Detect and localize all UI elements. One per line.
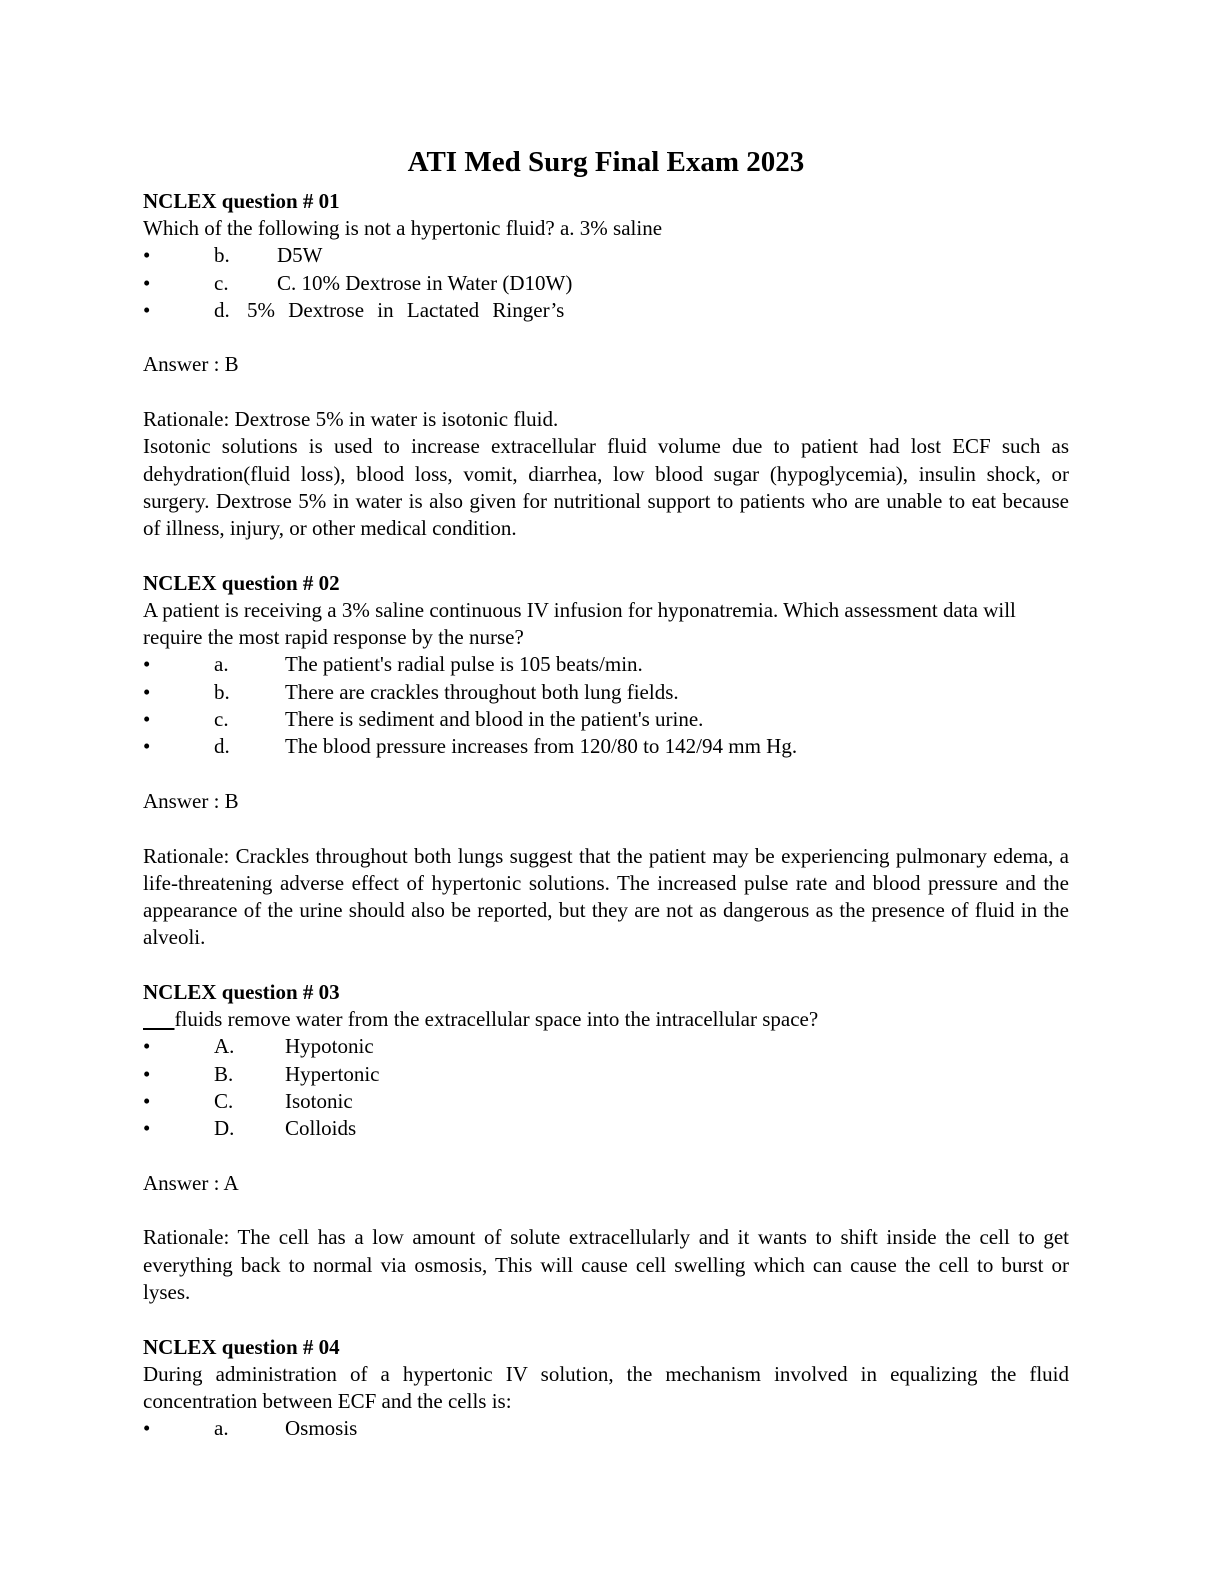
question-04 xyxy=(143,1334,1069,1443)
bullet-icon: • xyxy=(143,652,151,677)
bullet-icon: • xyxy=(143,679,151,704)
option-letter: C. xyxy=(214,1088,234,1113)
question-stem: A patient is receiving a 3% saline continuous IV infusion for hyponatremia. Which assessment data will require the most rapid response by the nurse? xyxy=(143,597,1016,650)
option-text: D5W xyxy=(277,243,323,268)
question-heading: NCLEX question # 01 xyxy=(143,189,340,213)
bullet-icon: • xyxy=(143,243,151,268)
document-title: ATI Med Surg Final Exam 2023 xyxy=(407,146,805,178)
question-01 xyxy=(143,188,1069,570)
question-02 xyxy=(143,570,1069,979)
bullet-icon: • xyxy=(143,707,151,732)
answer-text: Answer : B xyxy=(143,788,239,813)
option-letter: a. xyxy=(214,1416,229,1441)
option-letter: c. xyxy=(214,270,229,295)
option-letter: B. xyxy=(214,1061,234,1086)
option-letter: a. xyxy=(214,652,229,677)
option-item xyxy=(143,1415,1069,1442)
option-letter: b. xyxy=(214,679,230,704)
document-page xyxy=(143,142,1069,1442)
question-heading: NCLEX question # 02 xyxy=(143,570,340,595)
option-letter: A. xyxy=(214,1034,235,1059)
option-item xyxy=(143,297,1069,324)
option-item xyxy=(143,733,1069,760)
bullet-icon: • xyxy=(143,1116,151,1141)
answer-text: Answer : A xyxy=(143,1170,239,1195)
rationale-text: Isotonic solutions is used to increase extracellular fluid volume due to patient had lost ECF such as dehydration(fluid loss), blood loss, vomit, diarrhea, low blood sugar (hypoglycemia), insulin shock, or surgery. Dextrose 5% in water is also given for nutritional support to patients who are unable to eat because of illness, injury, or other medical condition. xyxy=(143,434,1069,541)
bullet-icon: • xyxy=(143,297,151,322)
option-item xyxy=(143,1115,1069,1142)
option-list xyxy=(143,242,1069,324)
option-item xyxy=(143,651,1069,678)
question-heading: NCLEX question # 03 xyxy=(143,980,340,1005)
option-text: There is sediment and blood in the patient's urine. xyxy=(285,707,704,732)
bullet-icon: • xyxy=(143,1088,151,1113)
bullet-icon: • xyxy=(143,734,151,759)
option-text: 5% Dextrose in Lactated Ringer’s xyxy=(247,297,565,322)
question-heading: NCLEX question # 04 xyxy=(143,1334,340,1359)
rationale-text: Rationale: The cell has a low amount of solute extracellularly and it wants to shift inside the cell to get everything back to normal via osmosis, This will cause cell swelling which can cause the cell to burst or lyses. xyxy=(143,1225,1069,1304)
option-letter: c. xyxy=(214,707,229,732)
question-03 xyxy=(143,979,1069,1334)
option-item xyxy=(143,1061,1069,1088)
option-letter: D. xyxy=(214,1116,235,1141)
rationale-text: Rationale: Dextrose 5% in water is isotonic fluid. xyxy=(143,407,559,432)
option-item xyxy=(143,270,1069,297)
option-list xyxy=(143,1415,1069,1442)
question-stem: Which of the following is not a hypertonic fluid? a. 3% saline xyxy=(143,216,663,240)
option-letter: d. xyxy=(214,734,230,759)
option-text: Hypertonic xyxy=(285,1061,380,1086)
option-letter: b. xyxy=(214,243,230,268)
answer-text: Answer : B xyxy=(143,352,239,377)
option-text: Osmosis xyxy=(285,1416,358,1441)
bullet-icon: • xyxy=(143,1416,151,1441)
option-list xyxy=(143,1033,1069,1142)
option-text: There are crackles throughout both lung fields. xyxy=(285,679,679,704)
bullet-icon: • xyxy=(143,1061,151,1086)
option-list xyxy=(143,651,1069,760)
question-stem xyxy=(143,1006,1069,1033)
question-stem-text: fluids remove water from the extracellular space into the intracellular space? xyxy=(174,1007,819,1032)
blank-line xyxy=(143,1007,175,1031)
option-letter: d. xyxy=(214,297,230,322)
option-item xyxy=(143,242,1069,269)
rationale-text: Rationale: Crackles throughout both lungs suggest that the patient may be experiencing pulmonary edema, a life-threatening adverse effect of hypertonic solutions. The increased pulse rate and blood pressure and the appearance of the urine should also be reported, but they are not as dangerous as the presence of fluid in the alveoli. xyxy=(143,843,1069,950)
option-item xyxy=(143,706,1069,733)
option-text: C. 10% Dextrose in Water (D10W) xyxy=(277,270,573,295)
option-text: The patient's radial pulse is 105 beats/min. xyxy=(285,652,643,677)
question-stem: During administration of a hypertonic IV solution, the mechanism involved in equalizing the fluid concentration between ECF and the cells is: xyxy=(143,1361,1069,1413)
bullet-icon: • xyxy=(143,1034,151,1059)
option-text: The blood pressure increases from 120/80 to 142/94 mm Hg. xyxy=(285,734,798,759)
option-text: Colloids xyxy=(285,1116,357,1141)
option-item xyxy=(143,679,1069,706)
bullet-icon: • xyxy=(143,270,151,295)
option-text: Isotonic xyxy=(285,1088,353,1113)
option-item xyxy=(143,1033,1069,1060)
option-text: Hypotonic xyxy=(285,1034,374,1059)
option-item xyxy=(143,1088,1069,1115)
